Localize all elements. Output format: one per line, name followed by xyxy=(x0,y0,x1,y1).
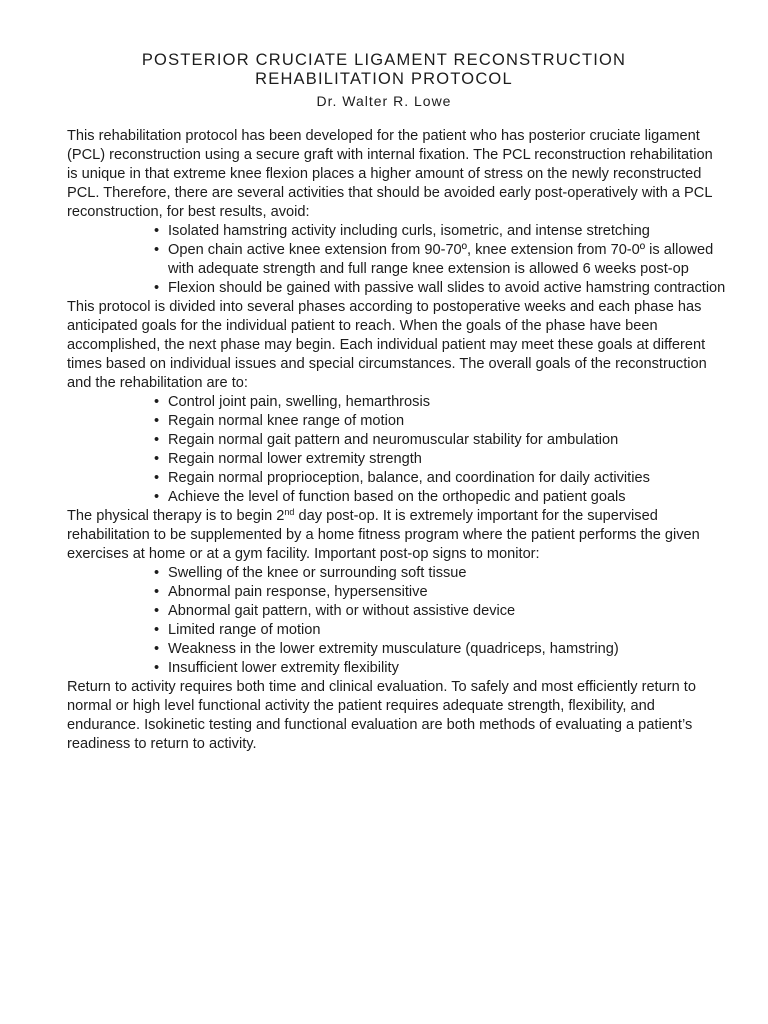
list-item: • Achieve the level of function based on the orthopedic and patient goals xyxy=(154,488,727,507)
list-item: • Insufficient lower extremity flexibility xyxy=(154,659,727,678)
list-item: • Control joint pain, swelling, hemarthrosis xyxy=(154,393,727,412)
document-title-line-2: REHABILITATION PROTOCOL xyxy=(255,70,513,88)
list-item: • Weakness in the lower extremity musculature (quadriceps, hamstring) xyxy=(154,640,727,659)
document-body xyxy=(67,127,727,754)
document-title-line-1: POSTERIOR CRUCIATE LIGAMENT RECONSTRUCTION xyxy=(141,51,627,69)
goals-list xyxy=(67,393,727,507)
ordinal-suffix: nd xyxy=(284,507,295,517)
list-item: • Swelling of the knee or surrounding soft tissue xyxy=(154,564,727,583)
list-item: • Flexion should be gained with passive wall slides to avoid active hamstring contraction xyxy=(154,279,727,298)
document-author: Dr. Walter R. Lowe xyxy=(316,93,452,109)
pt-start-text: The physical therapy is to begin 2 xyxy=(67,508,285,524)
list-item: • Open chain active knee extension from 90-70º, knee extension from 70-0º is allowed with adequate strength and full range knee extension is allowed 6 weeks post-op xyxy=(154,241,727,279)
phases-paragraph: This protocol is divided into several phases according to postoperative weeks and each phase has anticipated goals for the individual patient to reach. When the goals of the phase have been accomplished, the next phase may begin. Each individual patient may meet these goals at different times based on individual issues and special circumstances. The overall goals of the reconstruction and the rehabilitation are to: xyxy=(67,299,707,391)
list-item: • Limited range of motion xyxy=(154,621,727,640)
intro-paragraph: This rehabilitation protocol has been developed for the patient who has posterior cruciate ligament (PCL) reconstruction using a secure graft with internal fixation. The PCL reconstruction rehabilitation is unique in that extreme knee flexion places a higher amount of stress on the newly reconstructed PCL. Therefore, there are several activities that should be avoided early post-operatively with a PCL reconstruction, for best results, avoid: xyxy=(67,128,713,220)
list-item: • Abnormal pain response, hypersensitive xyxy=(154,583,727,602)
return-to-activity-paragraph: Return to activity requires both time and clinical evaluation. To safely and most efficiently return to normal or high level functional activity the patient requires adequate strength, flexibility, and endurance. Isokinetic testing and functional evaluation are both methods of evaluating a patient’s readiness to return to activity. xyxy=(67,679,696,752)
list-item: • Abnormal gait pattern, with or without assistive device xyxy=(154,602,727,621)
physical-therapy-paragraph xyxy=(67,507,727,564)
pt-rest-text: day post-op. It is extremely important for the supervised rehabilitation to be supplemented by a home fitness program where the patient performs the given exercises at home or at a gym facility. Important post-op signs to monitor: xyxy=(67,508,700,562)
list-item: • Regain normal proprioception, balance, and coordination for daily activities xyxy=(154,469,727,488)
list-item: • Regain normal knee range of motion xyxy=(154,412,727,431)
list-item: • Isolated hamstring activity including curls, isometric, and intense stretching xyxy=(154,222,727,241)
list-item: • Regain normal lower extremity strength xyxy=(154,450,727,469)
avoid-list xyxy=(67,222,727,298)
monitor-list xyxy=(67,564,727,678)
list-item: • Regain normal gait pattern and neuromuscular stability for ambulation xyxy=(154,431,727,450)
